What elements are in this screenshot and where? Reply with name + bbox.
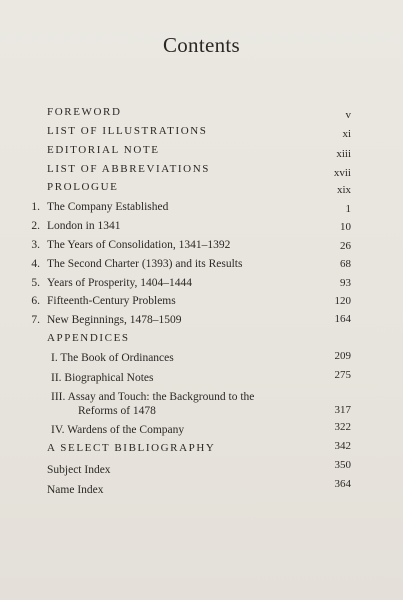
entry-label: Subject Index bbox=[47, 464, 111, 476]
entry-label: LIST OF ILLUSTRATIONS bbox=[47, 125, 208, 137]
entry-page: 342 bbox=[334, 440, 351, 452]
entry-label: Fifteenth-Century Problems bbox=[47, 295, 176, 307]
entry-page: 350 bbox=[334, 459, 351, 471]
entry-label: IV. Wardens of the Company bbox=[51, 424, 185, 436]
entry-page: 322 bbox=[334, 421, 351, 433]
toc-entry-editorial-note bbox=[0, 141, 403, 159]
entry-label: Years of Prosperity, 1404–1444 bbox=[47, 277, 193, 289]
entry-page: 10 bbox=[340, 221, 351, 233]
entry-label: London in 1341 bbox=[47, 220, 121, 232]
chapter-number: 2. bbox=[31, 220, 40, 232]
toc-chapter bbox=[0, 255, 403, 273]
toc-entry-name-index bbox=[0, 478, 403, 499]
page-title: Contents bbox=[162, 33, 241, 57]
entry-label: I. The Book of Ordinances bbox=[51, 352, 174, 364]
entry-page: xiii bbox=[336, 148, 351, 160]
entry-page: v bbox=[345, 109, 351, 121]
entry-page: 317 bbox=[334, 404, 351, 416]
toc-entry-list-of-illustrations bbox=[0, 122, 403, 140]
chapter-number: 5. bbox=[31, 277, 40, 289]
entry-label-continued: Reforms of 1478 bbox=[78, 405, 156, 417]
chapter-number: 7. bbox=[31, 314, 40, 326]
entry-page: 164 bbox=[334, 313, 351, 325]
entry-label: The Second Charter (1393) and its Results bbox=[47, 258, 243, 270]
chapter-number: 3. bbox=[31, 239, 40, 251]
entry-label: III. Assay and Touch: the Background to the bbox=[51, 391, 255, 403]
entry-page: 364 bbox=[334, 478, 351, 490]
toc-appendix bbox=[0, 369, 403, 387]
entry-page: 1 bbox=[345, 203, 351, 215]
entry-label: New Beginnings, 1478–1509 bbox=[47, 314, 182, 326]
entry-page: 275 bbox=[334, 369, 351, 381]
toc-chapter bbox=[0, 292, 403, 310]
entry-label: The Company Established bbox=[47, 201, 169, 213]
entry-page: 93 bbox=[340, 277, 351, 289]
appendices-heading bbox=[0, 329, 403, 347]
toc-entry-foreword bbox=[0, 103, 403, 121]
toc-chapter bbox=[0, 236, 403, 254]
toc-entry-list-of-abbreviations bbox=[0, 160, 403, 178]
entry-page: 120 bbox=[334, 295, 351, 307]
entry-label: Name Index bbox=[47, 484, 104, 496]
entry-page: xvii bbox=[333, 167, 351, 179]
toc-chapter bbox=[0, 311, 403, 329]
toc-entry-bibliography bbox=[0, 439, 403, 457]
entry-page: 68 bbox=[340, 258, 351, 270]
toc-appendix bbox=[0, 349, 403, 367]
entry-label: EDITORIAL NOTE bbox=[47, 144, 160, 156]
entry-label: PROLOGUE bbox=[47, 181, 119, 193]
chapter-number: 1. bbox=[31, 201, 40, 213]
toc-chapter bbox=[0, 198, 403, 216]
toc-chapter bbox=[0, 217, 403, 235]
chapter-number: 6. bbox=[31, 295, 40, 307]
entry-page: xix bbox=[336, 184, 351, 196]
entry-label: A SELECT BIBLIOGRAPHY bbox=[47, 442, 216, 454]
toc-entry-prologue bbox=[0, 178, 403, 196]
entry-label: LIST OF ABBREVIATIONS bbox=[47, 163, 210, 175]
entry-page: 26 bbox=[340, 240, 351, 252]
entry-label: The Years of Consolidation, 1341–1392 bbox=[47, 239, 231, 251]
entry-label: II. Biographical Notes bbox=[51, 372, 154, 384]
entry-page: 209 bbox=[334, 350, 351, 362]
toc-appendix bbox=[0, 390, 403, 420]
entry-label: FOREWORD bbox=[47, 106, 122, 118]
chapter-number: 4. bbox=[31, 258, 40, 270]
entry-page: xi bbox=[342, 128, 351, 140]
entry-label: APPENDICES bbox=[47, 332, 130, 344]
toc-chapter bbox=[0, 274, 403, 292]
